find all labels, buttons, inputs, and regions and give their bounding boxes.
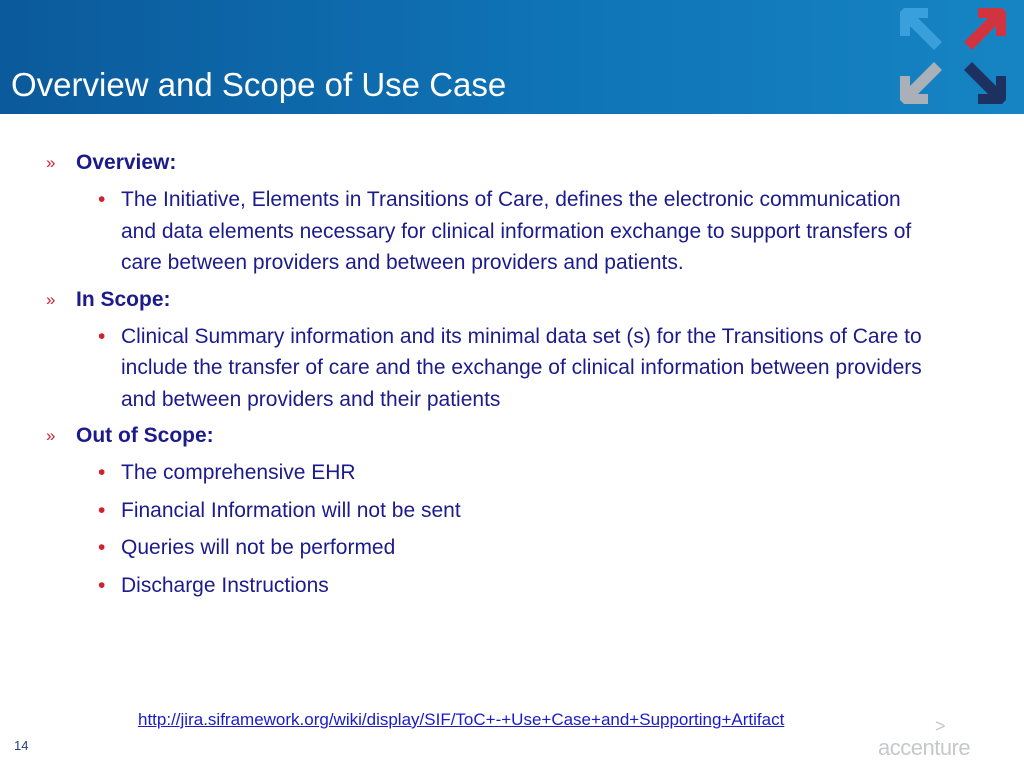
dot-bullet-icon: • bbox=[98, 188, 106, 211]
dot-bullet-icon: • bbox=[98, 324, 106, 348]
bullet-item: • The comprehensive EHR bbox=[0, 457, 1024, 489]
bullet-item: • Queries will not be performed bbox=[0, 532, 1024, 564]
dot-bullet-icon: • bbox=[98, 498, 106, 522]
brand-logo: accenture bbox=[878, 735, 971, 760]
slide-content bbox=[0, 148, 1024, 607]
bullet-item: • Financial Information will not be sent bbox=[0, 495, 1024, 527]
slide-title: Overview and Scope of Use Case bbox=[11, 66, 507, 103]
chevron-bullet-icon: » bbox=[46, 289, 56, 309]
section-heading-overview: » Overview: bbox=[0, 148, 1024, 178]
chevron-bullet-icon: » bbox=[46, 426, 56, 445]
source-link[interactable]: http://jira.siframework.org/wiki/display/SIF/ToC+-+Use+Case+and+Supporting+Artifact bbox=[138, 710, 785, 729]
page-number: 14 bbox=[14, 738, 29, 753]
header-band bbox=[0, 0, 1024, 114]
bullet-item: • The Initiative, Elements in Transitions of Care, defines the electronic communication and data elements necessary for clinical information exchange to support transfers of care between providers and between providers and patients. bbox=[0, 184, 1024, 279]
chevron-bullet-icon: » bbox=[46, 153, 56, 172]
brand-accent-icon: > bbox=[935, 716, 946, 736]
arrows-logo-icon bbox=[884, 0, 1024, 114]
dot-bullet-icon: • bbox=[98, 536, 106, 559]
dot-bullet-icon: • bbox=[98, 461, 106, 484]
bullet-item: • Discharge Instructions bbox=[0, 570, 1024, 602]
section-heading-out-of-scope: » Out of Scope: bbox=[0, 421, 1024, 451]
section-heading-in-scope: » In Scope: bbox=[0, 285, 1024, 315]
dot-bullet-icon: • bbox=[98, 573, 106, 597]
bullet-item: • Clinical Summary information and its minimal data set (s) for the Transitions of Care to include the transfer of care and the exchange of clinical information between providers and between providers and their patients bbox=[0, 321, 1024, 416]
